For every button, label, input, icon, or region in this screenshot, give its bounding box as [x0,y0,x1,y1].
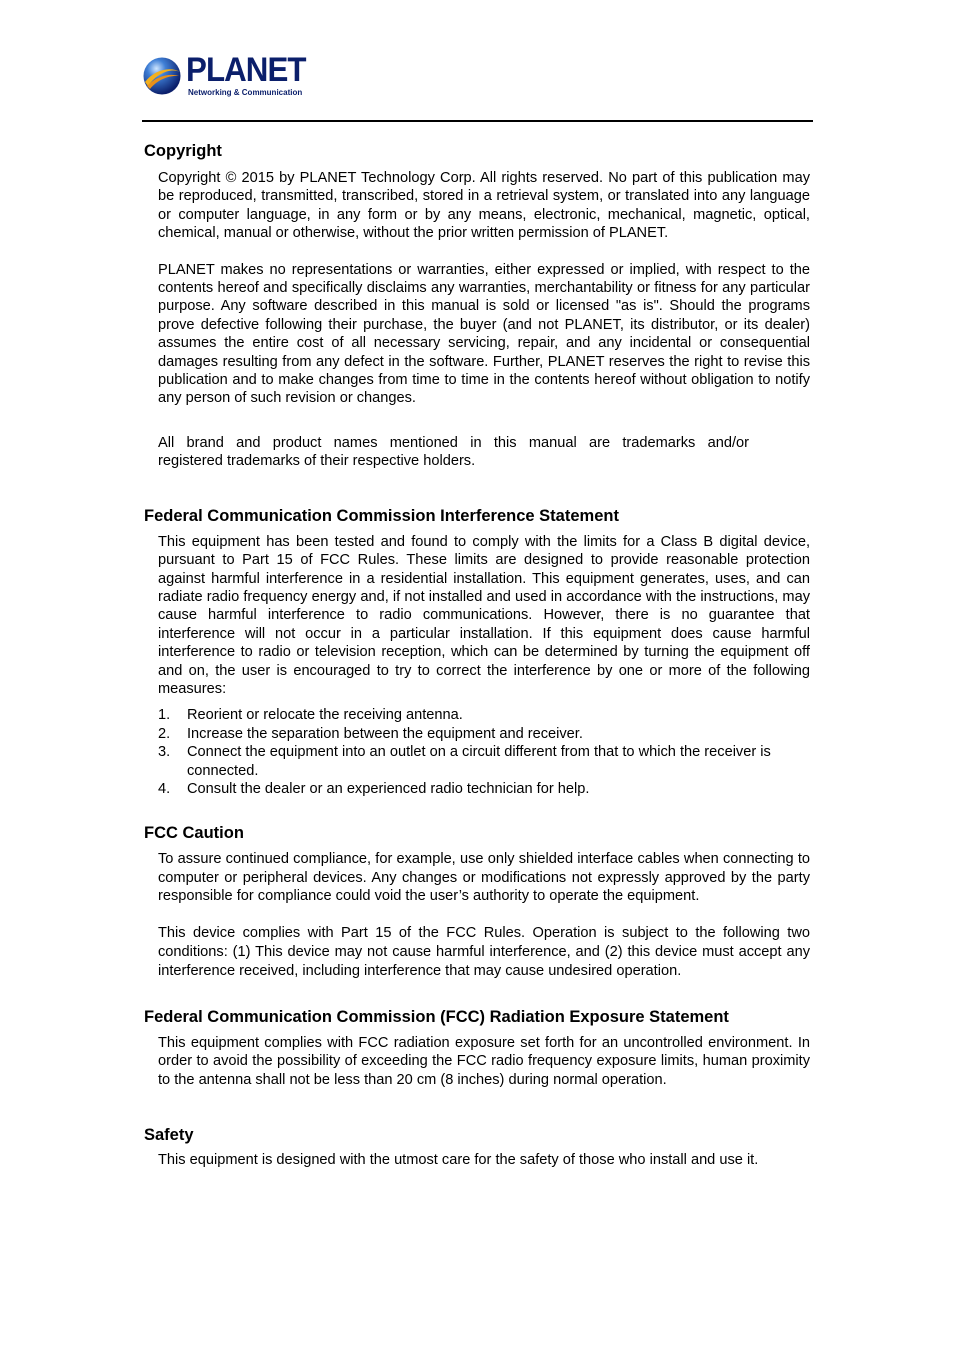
safety-paragraph: This equipment is designed with the utmost care for the safety of those who install and use it. [158,1152,759,1169]
fcc-caution-paragraph-1: To assure continued compliance, for example, use only shielded interface cables when connecting to computer or peripheral devices. Any changes or modifications not expressly approved by the party responsible for compliance could void the user’s authority to operate the equipment. [158,851,810,905]
list-number: 2. [158,725,171,742]
logo-tagline: Networking & Communication [188,88,303,97]
fcc-radiation-paragraph: This equipment complies with FCC radiation exposure set forth for an uncontrolled environment. In order to avoid the possibility of exceeding the FCC radio frequency exposure limits, human proximity to the antenna shall not be less than 20 cm (8 inches) during normal operation. [158,1034,810,1088]
fcc-interference-section [144,505,814,799]
list-item [158,725,810,743]
list-number: 4. [158,780,171,797]
logo-wordmark: PLANET [186,51,306,89]
fcc-interference-paragraph: This equipment has been tested and found to comply with the limits for a Class B digital device, pursuant to Part 15 of FCC Rules. These limits are designed to provide reasonable protection against harmful interference in a residential installation. This equipment generates, uses, and can radiate radio frequency energy and, if not installed and used in accordance with the instructions, may cause harmful interference to radio communications. However, there is no guarantee that interference will not occur in a particular installation. If this equipment does cause harmful interference to radio or television reception, which can be determined by turning the equipment off and on, the user is encouraged to try to correct the interference by one or more of the following measures: [158,533,810,697]
trademark-line-1: All brand and product names mentioned in this manual are trademarks and/or [158,434,749,451]
list-item [158,706,810,724]
list-text: Connect the equipment into an outlet on a circuit different from that to which the receiver is connected. [187,744,771,779]
safety-section [144,1124,814,1169]
list-item [158,780,810,798]
copyright-section [144,140,814,471]
copyright-heading: Copyright [144,142,222,160]
fcc-radiation-section [144,1006,814,1089]
list-item [158,743,810,780]
globe-icon [142,56,182,96]
list-text: Reorient or relocate the receiving antenna. [187,707,463,724]
trademark-line-2: registered trademarks of their respective holders. [158,453,476,470]
fcc-measures-list [158,706,810,798]
list-text: Consult the dealer or an experienced radio technician for help. [187,780,590,797]
fcc-caution-section [144,822,814,981]
list-text: Increase the separation between the equipment and receiver. [187,725,583,742]
copyright-paragraph-3 [158,434,810,471]
fcc-radiation-heading: Federal Communication Commission (FCC) Radiation Exposure Statement [144,1007,729,1026]
fcc-interference-heading: Federal Communication Commission Interference Statement [144,506,619,525]
fcc-caution-paragraph-2: This device complies with Part 15 of the FCC Rules. Operation is subject to the following two conditions: (1) This device may not cause harmful interference, and (2) this device must accept any interference received, including interference that may cause undesired operation. [158,924,810,980]
list-number: 1. [158,707,171,724]
copyright-paragraph-1: Copyright © 2015 by PLANET Technology Corp. All rights reserved. No part of this publication may be reproduced, transmitted, transcribed, stored in a retrieval system, or translated into any language or computer language, in any form or by any means, electronic, mechanical, magnetic, optical, chemical, manual or otherwise, without the prior written permission of PLANET. [158,170,810,242]
planet-logo [142,51,312,100]
list-number: 3. [158,744,171,761]
document-body [144,140,814,1169]
fcc-caution-heading: FCC Caution [144,824,244,843]
header-divider [142,120,813,122]
safety-heading: Safety [144,1126,194,1145]
copyright-paragraph-2: PLANET makes no representations or warranties, either expressed or implied, with respect to the contents hereof and specifically disclaims any warranties, merchantability or fitness for any particular purpose. Any software described in this manual is sold or licensed "as is". Should the programs prove defective following their purchase, the buyer (and not PLANET, its distributor, or its dealer) assumes the entire cost of all necessary servicing, repair, and any incidental or consequential damages resulting from any defect in the software. Further, PLANET reserves the right to revise this publication and to make changes from time to time in the contents hereof without obligation to notify any person of such revision or changes. [158,261,810,407]
